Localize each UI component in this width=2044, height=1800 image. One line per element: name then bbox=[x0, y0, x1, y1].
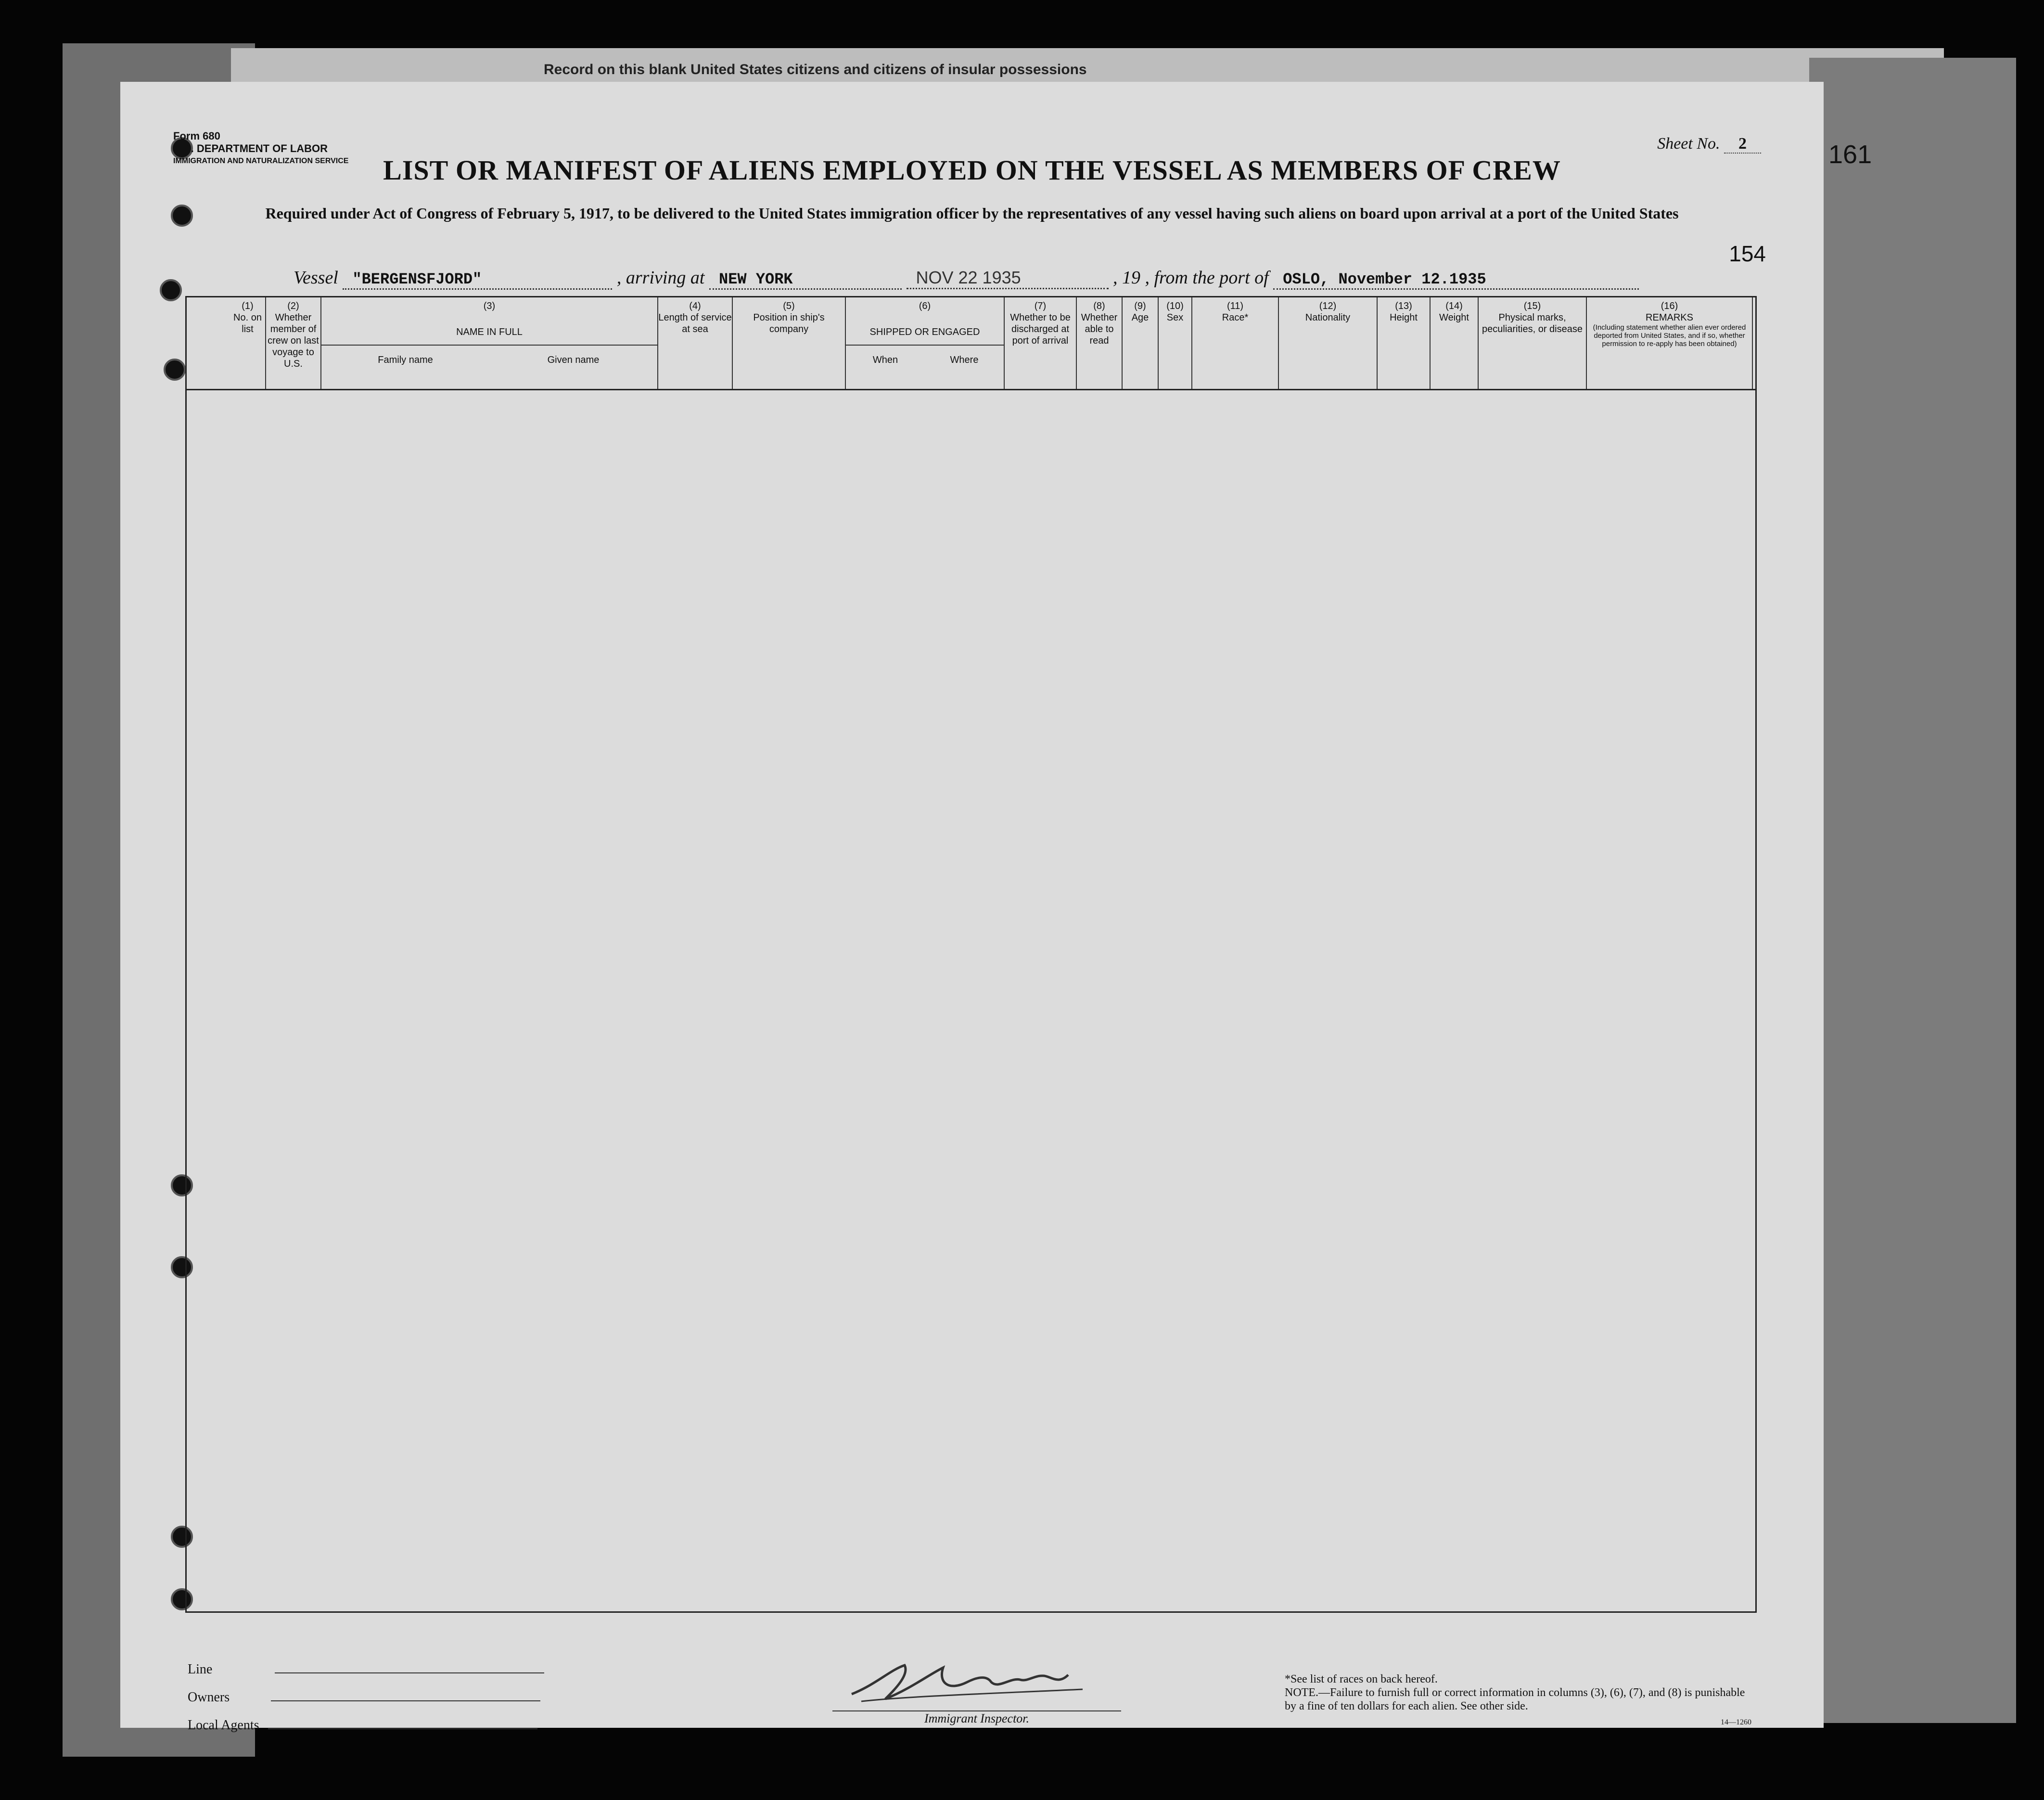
sheet-no-label: Sheet No. bbox=[1657, 135, 1720, 153]
column-label: Sex bbox=[1166, 312, 1184, 323]
from-label: , from the port of bbox=[1145, 268, 1269, 288]
sheet-number bbox=[1657, 135, 1761, 153]
column-header bbox=[1192, 297, 1279, 389]
departure-port: OSLO, November 12.1935 bbox=[1273, 270, 1639, 290]
column-header bbox=[733, 297, 846, 389]
column-label: Whether to be discharged at port of arrival bbox=[1010, 312, 1071, 346]
column-label: No. on list bbox=[233, 312, 262, 334]
column-header bbox=[1378, 297, 1431, 389]
column-note: (Including statement whether alien ever ordered deported from United States, and if so, whether permission to re-apply has been obtained) bbox=[1593, 323, 1746, 348]
column-header bbox=[321, 297, 658, 389]
column-header bbox=[1005, 297, 1077, 389]
column-header bbox=[846, 297, 1005, 389]
punch-hole bbox=[164, 359, 186, 381]
column-sublabel: Given name bbox=[547, 355, 600, 365]
crew-table bbox=[185, 296, 1757, 1613]
footnote-races: *See list of races on back hereof. bbox=[1285, 1673, 1438, 1685]
print-code: 14—1260 bbox=[1721, 1718, 1751, 1726]
sheet-no-value: 2 bbox=[1724, 135, 1761, 154]
column-number: (6) bbox=[919, 301, 931, 311]
column-label: SHIPPED OR ENGAGED bbox=[846, 326, 1004, 346]
footnotes bbox=[1285, 1672, 1756, 1726]
owners-field bbox=[271, 1700, 540, 1701]
column-sublabel: Family name bbox=[378, 355, 433, 365]
manifest-sheet bbox=[120, 82, 1824, 1733]
column-header bbox=[1159, 297, 1192, 389]
column-number: (10) bbox=[1166, 301, 1184, 311]
column-number: (9) bbox=[1134, 301, 1146, 311]
owner-block bbox=[188, 1656, 544, 1739]
line-label: Line bbox=[188, 1662, 213, 1677]
column-header bbox=[1279, 297, 1378, 389]
column-header bbox=[1587, 297, 1753, 389]
service-name: IMMIGRATION AND NATURALIZATION SERVICE bbox=[173, 157, 349, 165]
column-header bbox=[266, 297, 321, 389]
column-label: REMARKS bbox=[1646, 312, 1693, 323]
column-label: Whether able to read bbox=[1081, 312, 1118, 346]
date-stamp: NOV 22 1935 bbox=[907, 268, 1109, 289]
right-strip-number: 161 bbox=[1828, 140, 1872, 169]
column-header bbox=[1123, 297, 1159, 389]
column-sublabel: Where bbox=[950, 355, 979, 365]
vessel-line bbox=[294, 267, 1639, 290]
column-number: (16) bbox=[1661, 301, 1678, 311]
column-number: (7) bbox=[1034, 301, 1047, 311]
header-divider bbox=[187, 389, 1755, 390]
column-number: (12) bbox=[1319, 301, 1337, 311]
column-number: (14) bbox=[1445, 301, 1463, 311]
column-number: (5) bbox=[783, 301, 795, 311]
column-number: (8) bbox=[1093, 301, 1105, 311]
column-number: (13) bbox=[1395, 301, 1412, 311]
page-number: 154 bbox=[1729, 241, 1766, 266]
inspector-label: Immigrant Inspector. bbox=[832, 1710, 1121, 1726]
column-label: Whether member of crew on last voyage to U.S. bbox=[268, 312, 319, 369]
column-number: (2) bbox=[287, 301, 299, 311]
department-name: U.S. DEPARTMENT OF LABOR bbox=[173, 142, 328, 154]
arriving-port: NEW YORK bbox=[709, 270, 902, 290]
form-number: Form 680 bbox=[173, 130, 220, 142]
column-sublabel: When bbox=[872, 355, 898, 365]
vessel-label: Vessel bbox=[294, 268, 338, 288]
column-label: Height bbox=[1390, 312, 1418, 323]
line-field bbox=[275, 1672, 544, 1673]
top-note: Record on this blank United States citizens and citizens of insular possessions bbox=[544, 62, 1087, 77]
column-header bbox=[1431, 297, 1479, 389]
column-number: (4) bbox=[689, 301, 701, 311]
punch-hole bbox=[171, 205, 193, 227]
column-header bbox=[1479, 297, 1587, 389]
vessel-name: "BERGENSFJORD" bbox=[343, 270, 612, 290]
column-number: (3) bbox=[483, 301, 496, 311]
owners-label: Owners bbox=[188, 1690, 230, 1705]
column-label: Length of service at sea bbox=[658, 312, 732, 334]
column-label: NAME IN FULL bbox=[321, 326, 657, 346]
column-label: Nationality bbox=[1305, 312, 1351, 323]
column-label: Position in ship's company bbox=[753, 312, 825, 334]
arriving-label: , arriving at bbox=[616, 268, 705, 288]
column-label: Physical marks, peculiarities, or disease bbox=[1482, 312, 1583, 334]
column-label: Age bbox=[1131, 312, 1149, 323]
page-title: LIST OR MANIFEST OF ALIENS EMPLOYED ON THE VESSEL AS MEMBERS OF CREW bbox=[383, 154, 1561, 186]
column-number: (15) bbox=[1523, 301, 1541, 311]
column-number: (1) bbox=[242, 301, 254, 311]
column-header bbox=[658, 297, 733, 389]
column-header bbox=[230, 297, 266, 389]
punch-hole bbox=[160, 279, 182, 301]
inspector-signature bbox=[832, 1656, 1121, 1709]
right-strip bbox=[1809, 58, 2016, 1723]
page-subtitle: Required under Act of Congress of February 5, 1917, to be delivered to the United States immigration officer by the representatives of any vessel having such aliens on board upon arrival at a port of the United States bbox=[265, 205, 1679, 222]
agents-field bbox=[268, 1728, 537, 1729]
year-label: , 19 bbox=[1113, 268, 1140, 288]
column-header bbox=[1077, 297, 1123, 389]
column-label: Weight bbox=[1439, 312, 1469, 323]
agents-label: Local Agents bbox=[188, 1718, 259, 1733]
column-label: Race* bbox=[1222, 312, 1249, 323]
footnote-note: NOTE.—Failure to furnish full or correct information in columns (3), (6), (7), and (8) is punishable by a fine of ten dollars for each alien. See other side. bbox=[1285, 1686, 1745, 1712]
column-number: (11) bbox=[1226, 301, 1244, 311]
inspector-signature-block bbox=[832, 1656, 1121, 1726]
